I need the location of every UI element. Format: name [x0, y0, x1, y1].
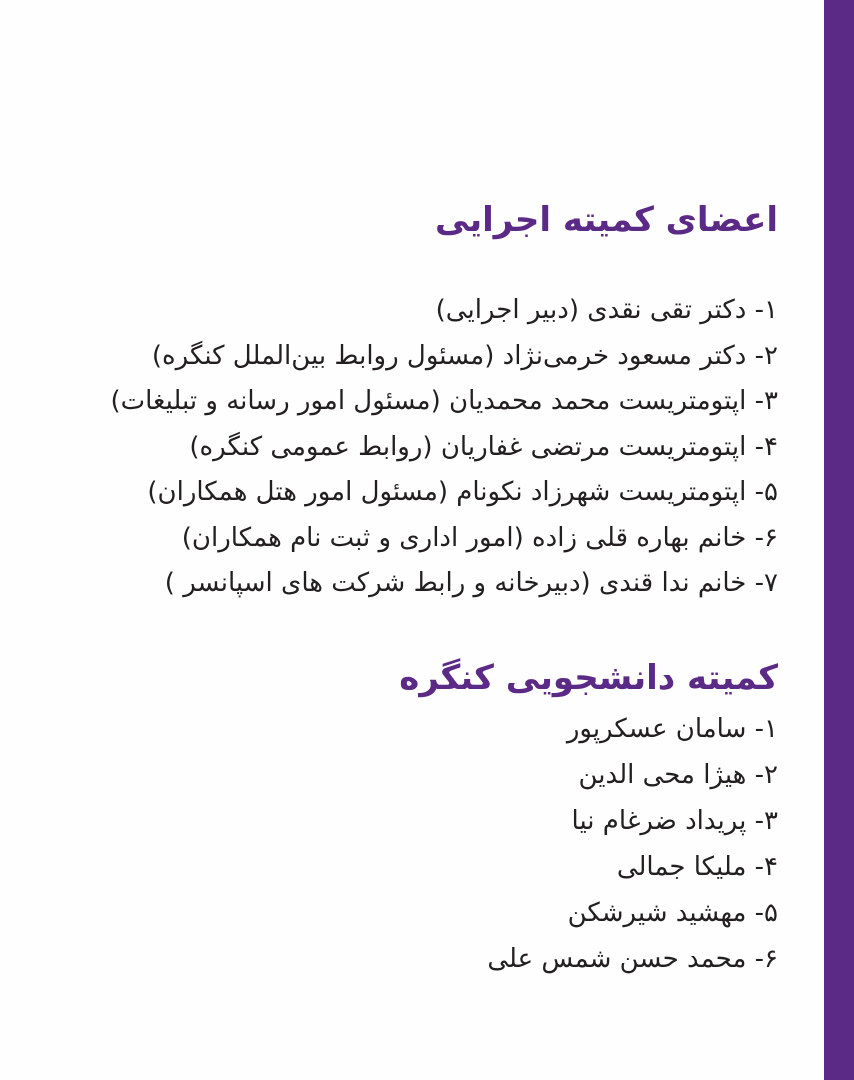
student-member-item: ۱- سامان عسکرپور: [566, 714, 778, 744]
member-item: ۱- دکتر تقی نقدی (دبیر اجرایی): [435, 295, 778, 325]
side-accent-bar: [824, 0, 854, 1080]
executive-committee-title: اعضای کمیته اجرایی: [434, 200, 778, 240]
member-item: ۶- خانم بهاره قلی زاده (امور اداری و ثبت نام همکاران): [181, 522, 778, 553]
student-member-item: ۲- هیژا محی الدین: [578, 760, 778, 790]
student-committee-title: کمیته دانشجویی کنگره: [399, 658, 778, 698]
member-item: ۲- دکتر مسعود خرمی‌نژاد (مسئول روابط بین‌الملل کنگره): [151, 340, 778, 371]
member-item: ۴- اپتومتریست مرتضی غفاریان (روابط عمومی کنگره): [189, 431, 778, 462]
executive-committee-list: [48, 288, 778, 607]
student-member-item: ۳- پریداد ضرغام نیا: [571, 806, 778, 836]
member-item: ۳- اپتومتریست محمد محمدیان (مسئول امور رسانه و تبلیغات): [110, 386, 778, 416]
student-member-item: ۶- محمد حسن شمس علی: [487, 944, 778, 974]
student-committee-section: [48, 654, 778, 982]
executive-committee-section: [48, 196, 778, 607]
student-member-item: ۴- ملیکا جمالی: [616, 852, 778, 882]
member-item: ۷- خانم ندا قندی (دبیرخانه و رابط شرکت های اسپانسر ): [164, 568, 778, 598]
member-item: ۵- اپتومتریست شهرزاد نکونام (مسئول امور هتل همکاران): [147, 477, 778, 507]
student-member-item: ۵- مهشید شیرشکن: [567, 898, 778, 928]
student-committee-list: [48, 706, 778, 982]
